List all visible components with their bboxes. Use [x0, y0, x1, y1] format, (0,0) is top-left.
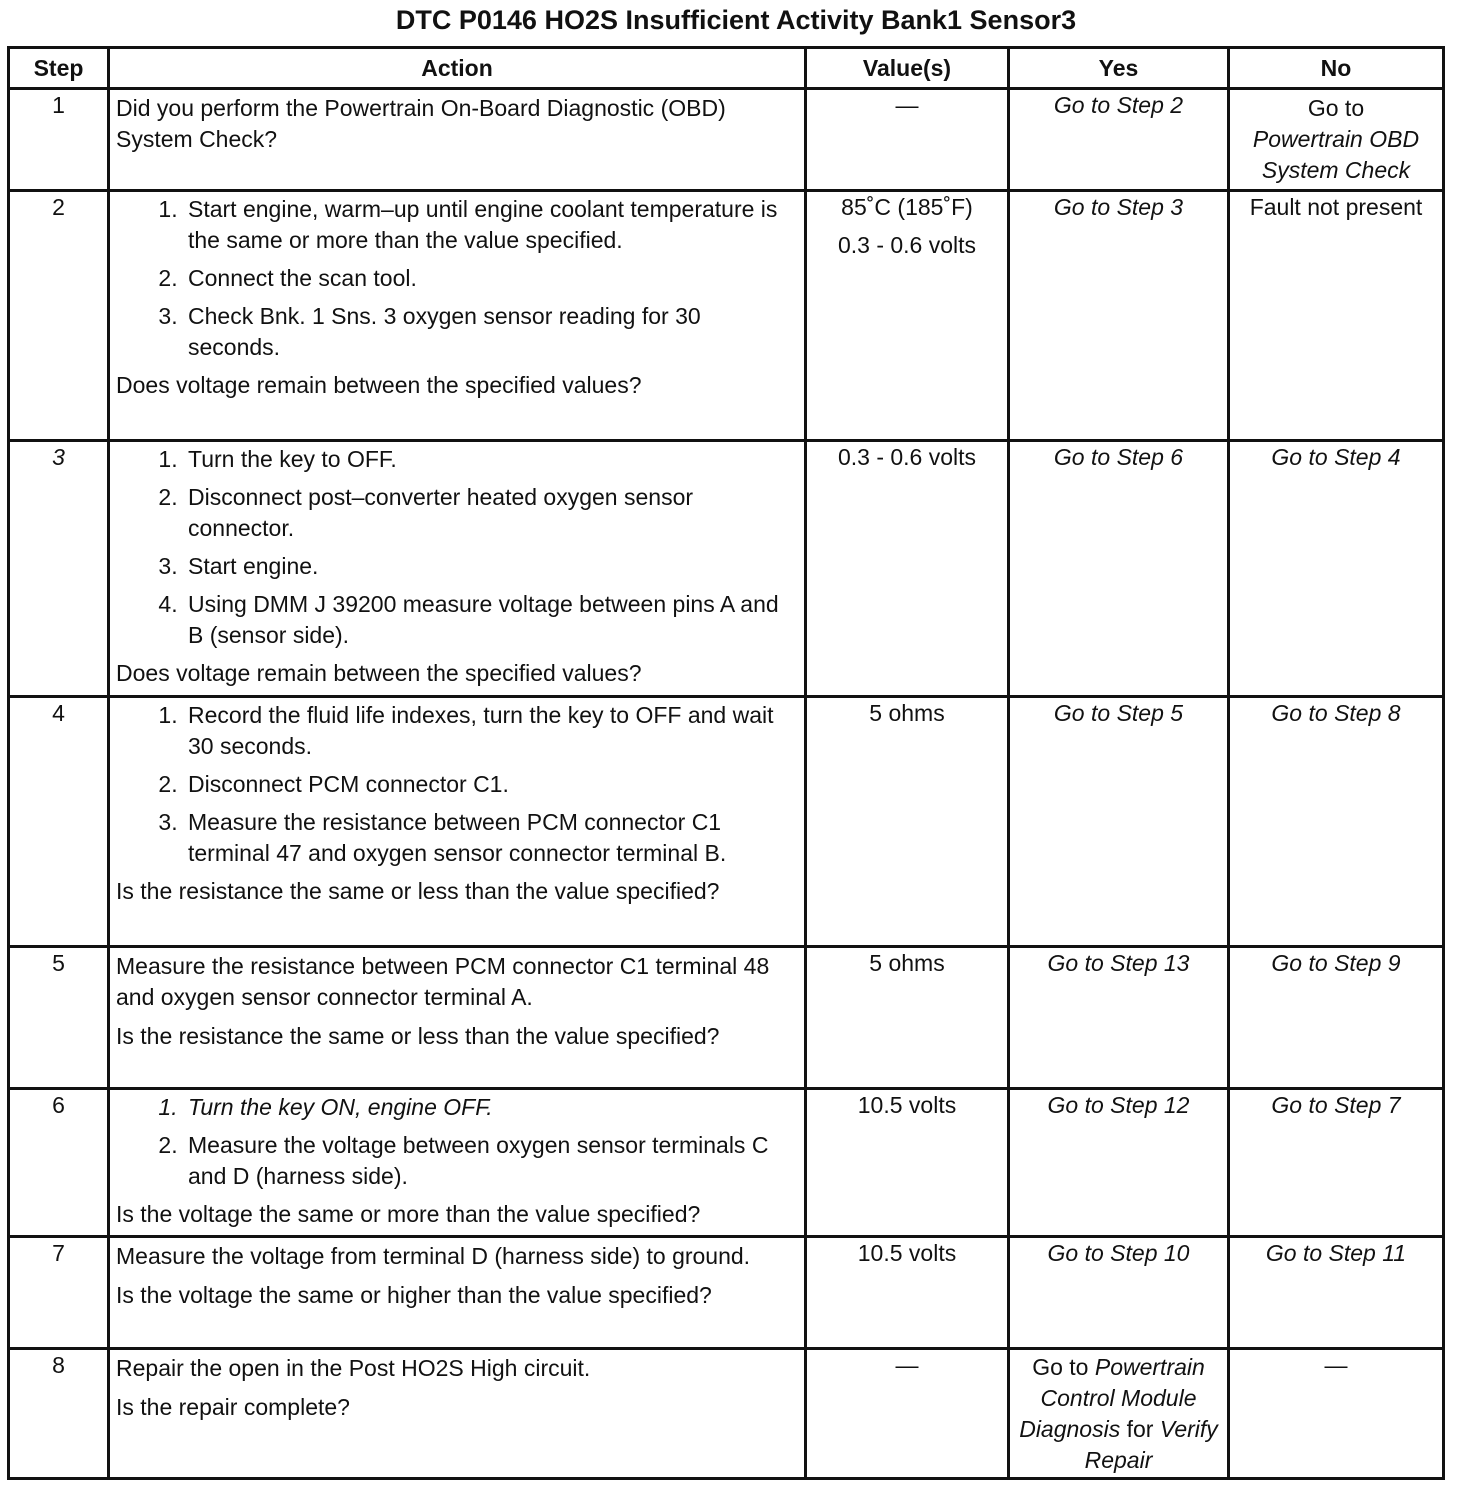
step-number: 3 [9, 441, 109, 697]
action-step: 3. Check Bnk. 1 Sns. 3 oxygen sensor reading for 30 seconds. [184, 301, 798, 363]
action-step: 2. Disconnect post–converter heated oxygen sensor connector. [184, 482, 798, 544]
no-cell: Fault not present [1229, 191, 1444, 441]
action-step: 3. Measure the resistance between PCM connector C1 terminal 47 and oxygen sensor connector terminal B. [184, 807, 798, 869]
action-text: Measure the resistance between PCM connector C1 terminal 48 and oxygen sensor connector terminal A. [116, 953, 770, 1010]
yes-cell [1009, 1349, 1229, 1479]
yes-mid: for [1126, 1416, 1154, 1442]
value-cell: 0.3 - 0.6 volts [806, 441, 1009, 697]
yes-cell: Go to Step 13 [1009, 947, 1229, 1089]
action-step: 1. Record the fluid life indexes, turn the key to OFF and wait 30 seconds. [184, 700, 798, 762]
action-cell [109, 441, 806, 697]
action-step: 2. Disconnect PCM connector C1. [184, 769, 798, 800]
action-cell [109, 947, 806, 1089]
step-number: 4 [9, 697, 109, 947]
yes-link: Powertrain Control Module Diagnosis [1019, 1354, 1205, 1442]
action-step: 2. Measure the voltage between oxygen sensor terminals C and D (harness side). [184, 1130, 798, 1192]
header-no: No [1229, 48, 1444, 89]
action-text: Repair the open in the Post HO2S High circuit. [116, 1355, 591, 1381]
value-cell: — [806, 1349, 1009, 1479]
step-number: 7 [9, 1237, 109, 1349]
action-steps [116, 700, 798, 869]
table-row [9, 191, 1444, 441]
table-row [9, 441, 1444, 697]
table-row [9, 89, 1444, 191]
header-yes: Yes [1009, 48, 1229, 89]
action-question: Is the voltage the same or higher than the value specified? [116, 1282, 712, 1308]
table-row [9, 1237, 1444, 1349]
action-step: 1. Turn the key ON, engine OFF. [184, 1092, 798, 1123]
action-step: 4. Using DMM J 39200 measure voltage between pins A and B (sensor side). [184, 589, 798, 651]
no-cell [1229, 89, 1444, 191]
table-row [9, 1349, 1444, 1479]
no-cell: — [1229, 1349, 1444, 1479]
value-cell: 10.5 volts [806, 1089, 1009, 1237]
yes-cell: Go to Step 10 [1009, 1237, 1229, 1349]
no-cell: Go to Step 8 [1229, 697, 1444, 947]
yes-prefix: Go to [1032, 1354, 1089, 1380]
step-number: 5 [9, 947, 109, 1089]
no-prefix: Go to [1307, 95, 1365, 121]
step-number: 1 [9, 89, 109, 191]
no-cell: Go to Step 11 [1229, 1237, 1444, 1349]
yes-cell: Go to Step 6 [1009, 441, 1229, 697]
action-question: Is the voltage the same or more than the value specified? [116, 1201, 701, 1227]
table-header-row [9, 48, 1444, 89]
yes-cell: Go to Step 12 [1009, 1089, 1229, 1237]
action-step: 1. Turn the key to OFF. [184, 444, 798, 475]
page-title: DTC P0146 HO2S Insufficient Activity Bank1 Sensor3 [395, 5, 1077, 35]
header-action: Action [109, 48, 806, 89]
value-cell: 5 ohms [806, 947, 1009, 1089]
table-row [9, 697, 1444, 947]
value-cell: 5 ohms [806, 697, 1009, 947]
header-values: Value(s) [806, 48, 1009, 89]
yes-cell: Go to Step 2 [1009, 89, 1229, 191]
yes-link-verify: Verify Repair [1084, 1416, 1218, 1473]
table-row [9, 1089, 1444, 1237]
action-cell [109, 1349, 806, 1479]
step-number: 2 [9, 191, 109, 441]
action-question: Does voltage remain between the specified values? [116, 660, 642, 686]
action-cell [109, 89, 806, 191]
step-number: 6 [9, 1089, 109, 1237]
no-cell: Go to Step 7 [1229, 1089, 1444, 1237]
value-cell: — [806, 89, 1009, 191]
yes-cell: Go to Step 3 [1009, 191, 1229, 441]
step-number: 8 [9, 1349, 109, 1479]
action-cell [109, 1237, 806, 1349]
no-link: Powertrain OBD System Check [1252, 126, 1420, 183]
value-cell [806, 191, 1009, 441]
action-cell [109, 697, 806, 947]
action-steps [116, 1092, 798, 1192]
action-cell [109, 191, 806, 441]
action-step: 1. Start engine, warm–up until engine coolant temperature is the same or more than the value specified. [184, 194, 798, 256]
action-steps [116, 194, 798, 363]
action-text: Did you perform the Powertrain On-Board Diagnostic (OBD) System Check? [116, 95, 726, 152]
action-steps [116, 444, 798, 651]
value-temperature: 85˚C (185˚F) [841, 194, 973, 220]
no-cell: Go to Step 4 [1229, 441, 1444, 697]
action-question: Does voltage remain between the specified values? [116, 372, 642, 398]
action-step: 3. Start engine. [184, 551, 798, 582]
value-voltage: 0.3 - 0.6 volts [837, 232, 977, 258]
action-cell [109, 1089, 806, 1237]
header-step: Step [9, 48, 109, 89]
action-step: 2. Connect the scan tool. [184, 263, 798, 294]
action-question: Is the repair complete? [116, 1394, 350, 1420]
no-cell: Go to Step 9 [1229, 947, 1444, 1089]
action-question: Is the resistance the same or less than the value specified? [116, 878, 720, 904]
diagnostic-table [7, 46, 1445, 1480]
value-cell: 10.5 volts [806, 1237, 1009, 1349]
yes-cell: Go to Step 5 [1009, 697, 1229, 947]
action-question: Is the resistance the same or less than the value specified? [116, 1023, 720, 1049]
table-row [9, 947, 1444, 1089]
action-text: Measure the voltage from terminal D (harness side) to ground. [116, 1243, 751, 1269]
